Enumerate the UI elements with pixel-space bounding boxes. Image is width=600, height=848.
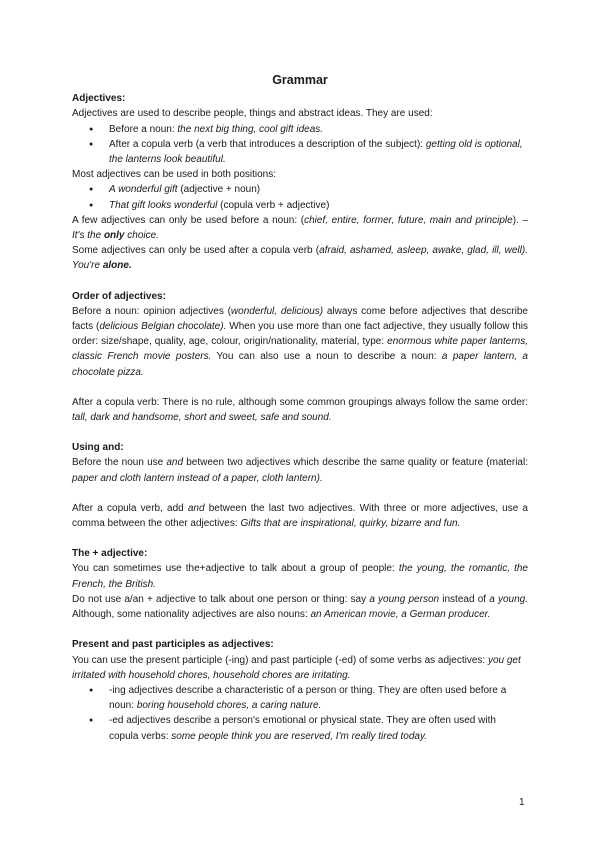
document-page [72, 73, 528, 744]
participles-paragraph: You can use the present participle (-ing) and past participle (-ed) of some verbs as adjectives: you get irritated with household chores, household chores are irritating. [72, 654, 521, 681]
list-item: ● A wonderful gift (adjective + noun) [72, 182, 528, 197]
the-adjective-paragraph-2: Do not use a/an + adjective to talk about one person or thing: say a young person instead of a young. Although, some nationality adjectives are also nouns: an American movie, a German producer. [72, 593, 529, 621]
using-and-paragraph-1: Before the noun use and between two adjectives which describe the same quality or feature (material: paper and cloth lantern instead of a paper, cloth lantern). [72, 457, 528, 484]
list-item: ● -ing adjectives describe a characteristic of a person or thing. They are often used before a noun: boring household chores, a caring nature. [72, 683, 528, 713]
adjectives-intro: Adjectives are used to describe people, things and abstract ideas. They are used: [72, 108, 433, 120]
usage-list [72, 122, 528, 168]
page-title: Grammar [272, 73, 328, 87]
list-item: ● Before a noun: the next big thing, cool gift ideas. [72, 122, 528, 137]
list-item: ● After a copula verb (a verb that introduces a description of the subject): getting old is optional, the lanterns look beautiful. [72, 137, 528, 167]
section-heading-order: Order of adjectives: [72, 290, 166, 302]
section-heading-participles: Present and past participles as adjectives: [72, 639, 274, 651]
section-heading-using-and: Using and: [72, 442, 124, 454]
order-paragraph-2: After a copula verb: There is no rule, although some common groupings always follow the same order: tall, dark and handsome, short and sweet, safe and sound. [72, 396, 528, 424]
using-and-paragraph-2: After a copula verb, add and between the last two adjectives. With three or more adjectives, use a comma between the other adjectives: Gifts that are inspirational, quirky, bizarre and fun. [72, 502, 528, 530]
positions-list [72, 182, 528, 212]
list-item: ● -ed adjectives describe a person's emotional or physical state. They are often used with copula verbs: some people think you are reserved, I'm really tired today. [72, 713, 528, 743]
section-heading-the-adjective: The + adjective: [72, 548, 148, 560]
page-number: 1 [519, 797, 525, 808]
before-only-paragraph: A few adjectives can only be used before a noun: (chief, entire, former, future, main and principle). – It's the only choice. [72, 214, 529, 242]
section-heading-adjectives: Adjectives: [72, 93, 126, 105]
participles-list [72, 683, 528, 744]
order-paragraph-1: Before a noun: opinion adjectives (wonderful, delicious) always come before adjectives that describe facts (delicious Belgian chocolate). When you use more than one fact adjective, they usually follow this order: size/shape, quality, age, colour, origin/nationality, material, type: enormous white paper lanterns, classic French movie posters. You can also use a noun to describe a noun: a paper lantern, a chocolate pizza. [72, 305, 528, 378]
after-only-paragraph: Some adjectives can only be used after a copula verb (afraid, ashamed, asleep, awake, glad, ill, well). You're alone. [72, 245, 528, 272]
the-adjective-paragraph-1: You can sometimes use the+adjective to talk about a group of people: the young, the romantic, the French, the British. [72, 563, 528, 590]
list-item: ● That gift looks wonderful (copula verb + adjective) [72, 198, 528, 213]
positions-text: Most adjectives can be used in both positions: [72, 169, 277, 181]
